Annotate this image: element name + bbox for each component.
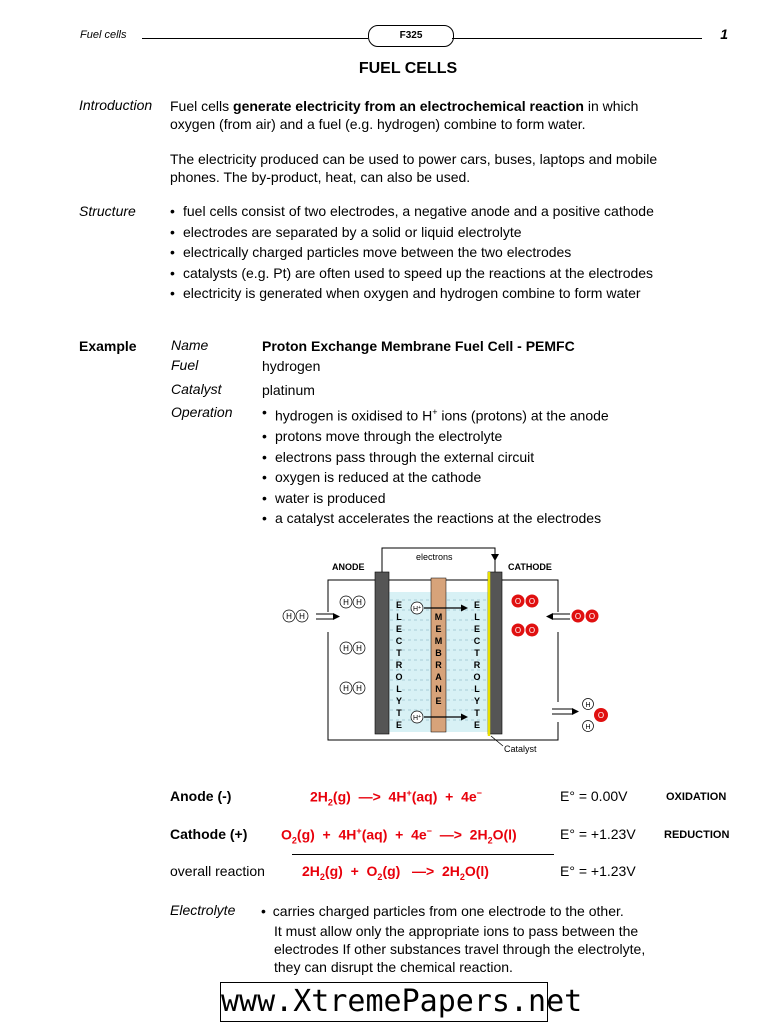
electrolyte-letter: Y xyxy=(473,696,481,706)
electrolyte-letter: E xyxy=(473,624,481,634)
electrolyte-letter: Y xyxy=(395,696,403,706)
intro-paragraph-2 xyxy=(170,150,740,186)
operation-item: • protons move through the electrolyte xyxy=(262,426,742,447)
electrolyte-letter: T xyxy=(474,648,480,658)
electrolyte-right xyxy=(446,592,488,732)
o2-incoming xyxy=(572,610,599,623)
operation-item: • electrons pass through the external circuit xyxy=(262,447,742,468)
electrolyte-bullet: • carries charged particles from one electrode to the other. xyxy=(261,903,624,919)
h-atom: H xyxy=(343,644,349,653)
cathode-potential: E° = +1.23V xyxy=(560,826,636,842)
electrolyte-bullet-text: carries charged particles from one electrode to the other. xyxy=(272,903,624,919)
structure-item: • fuel cells consist of two electrodes, a negative anode and a positive cathode xyxy=(170,201,750,222)
electrolyte-letter: E xyxy=(473,720,481,730)
operation-item: • hydrogen is oxidised to H+ ions (protons) at the anode xyxy=(262,402,742,426)
anode-equation: $2H_2(g)$ —> 4H+(aq) + 4e− xyxy=(310,788,482,808)
operation-list xyxy=(262,402,742,529)
h-atom: H xyxy=(286,612,292,621)
intro-p1-bold: generate electricity from an electrochemical reaction xyxy=(233,98,584,114)
o-atom: O xyxy=(597,711,605,720)
h-atom: H xyxy=(343,684,349,693)
h2-incoming xyxy=(283,610,308,622)
electrolyte-letter: R xyxy=(473,660,481,670)
operation-item: • water is produced xyxy=(262,488,742,509)
electrolyte-letter: T xyxy=(396,648,402,658)
h-atom: H xyxy=(299,612,305,621)
membrane-letter: E xyxy=(435,696,442,706)
oxidation-tag: OXIDATION xyxy=(666,791,727,803)
circuit-arrow xyxy=(491,554,499,561)
electrolyte-letter: C xyxy=(395,636,403,646)
h-atom: H xyxy=(356,684,362,693)
electrolyte-letter: L xyxy=(474,684,480,694)
electrolyte-letter: T xyxy=(396,708,402,718)
electrolyte-letter: C xyxy=(473,636,481,646)
catalyst-value: platinum xyxy=(262,382,315,398)
website-watermark: www.XtremePapers.net xyxy=(220,982,548,1022)
electrolyte-letter: O xyxy=(473,672,481,682)
electrolyte-letter: T xyxy=(474,708,480,718)
name-label: Name xyxy=(171,337,209,353)
h-atom: H xyxy=(343,598,349,607)
electrolyte-letter: E xyxy=(395,720,403,730)
example-label: Example xyxy=(79,338,137,354)
cathode-label: Cathode (+) xyxy=(170,826,248,842)
header-rule-left xyxy=(142,38,368,39)
o-atom: O xyxy=(574,612,582,621)
name-value: Proton Exchange Membrane Fuel Cell - PEMFC xyxy=(262,338,575,354)
electrolyte-line2: It must allow only the appropriate ions to pass between the xyxy=(274,923,639,939)
proton-top-label: H+ xyxy=(413,605,421,613)
catalyst-label: Catalyst xyxy=(171,381,222,397)
electrolyte-letter: L xyxy=(396,684,402,694)
intro-p1-tail: in which xyxy=(583,98,639,114)
h-atom: H xyxy=(356,598,362,607)
water-molecule xyxy=(583,699,609,732)
header-rule-right xyxy=(452,38,702,39)
pemfc-diagram xyxy=(270,540,620,760)
sum-rule xyxy=(292,854,554,855)
operation-label: Operation xyxy=(171,404,233,420)
intro-paragraph-1 xyxy=(170,97,740,133)
page-title: FUEL CELLS xyxy=(358,60,458,77)
electrolyte-line4: they can disrupt the chemical reaction. xyxy=(274,959,513,975)
anode-label: Anode (-) xyxy=(170,788,232,804)
o-atom: O xyxy=(528,597,536,606)
page-number: 1 xyxy=(720,26,728,42)
structure-item: • catalysts (e.g. Pt) are often used to speed up the reactions at the electrodes xyxy=(170,263,750,284)
membrane-letter: E xyxy=(435,624,442,634)
electrolyte-letter: E xyxy=(395,624,403,634)
fuel-value: hydrogen xyxy=(262,358,321,374)
o-atom: O xyxy=(514,597,522,606)
electrolyte-label: Electrolyte xyxy=(170,902,236,918)
anode-potential: E° = 0.00V xyxy=(560,788,628,804)
electrolyte-letter: O xyxy=(395,672,403,682)
operation-item: • oxygen is reduced at the cathode xyxy=(262,467,742,488)
membrane-letter: N xyxy=(435,684,442,694)
intro-p1-line2: oxygen (from air) and a fuel (e.g. hydrogen) combine to form water. xyxy=(170,116,586,132)
electrolyte-letter: L xyxy=(474,612,480,622)
membrane-letter: M xyxy=(434,636,443,646)
proton-bottom-label: H+ xyxy=(413,714,421,722)
structure-list xyxy=(170,201,750,304)
catalyst-label: Catalyst xyxy=(504,744,537,754)
overall-potential: E° = +1.23V xyxy=(560,863,636,879)
o-atom: O xyxy=(588,612,596,621)
overall-equation: $2H_2(g) + O_2(g)$ —> $2H_2O(l)$ xyxy=(302,863,489,882)
cathode-outlet-gap xyxy=(555,702,560,722)
fuel-label: Fuel xyxy=(171,357,199,373)
electrolyte-letter: E xyxy=(473,600,481,610)
membrane-letter: R xyxy=(435,660,442,670)
o-atom: O xyxy=(528,626,536,635)
structure-item: • electrically charged particles move between the two electrodes xyxy=(170,242,750,263)
electrolyte-explanation xyxy=(274,922,744,976)
paper-code-badge: F325 xyxy=(368,25,454,47)
structure-label: Structure xyxy=(79,203,136,219)
header-section: Fuel cells xyxy=(80,29,127,41)
membrane-letter: B xyxy=(435,648,442,658)
electrolyte-letter: L xyxy=(396,612,402,622)
cathode-inlet-gap xyxy=(555,612,560,632)
h-atom: H xyxy=(585,702,591,709)
anode-label: ANODE xyxy=(332,562,365,572)
intro-label: Introduction xyxy=(79,97,153,113)
membrane-letter: A xyxy=(435,672,442,682)
o-atom: O xyxy=(514,626,522,635)
reduction-tag: REDUCTION xyxy=(664,829,730,841)
electrons-label: electrons xyxy=(416,552,453,562)
membrane-letter: M xyxy=(434,612,443,622)
h-atom: H xyxy=(585,724,591,731)
anode-inlet-gap xyxy=(326,612,331,632)
intro-p2-line2: phones. The by-product, heat, can also be used. xyxy=(170,169,471,185)
electrolyte-line3: electrodes If other substances travel through the electrolyte, xyxy=(274,941,646,957)
cathode-label: CATHODE xyxy=(508,562,552,572)
operation-item: • a catalyst accelerates the reactions at the electrodes xyxy=(262,508,742,529)
h-atom: H xyxy=(356,644,362,653)
overall-label: overall reaction xyxy=(170,863,265,879)
structure-item: • electrodes are separated by a solid or liquid electrolyte xyxy=(170,222,750,243)
water-outlet-arrowhead xyxy=(572,708,579,715)
structure-item: • electricity is generated when oxygen and hydrogen combine to form water xyxy=(170,283,750,304)
intro-p1-lead: Fuel cells xyxy=(170,98,234,114)
cathode-equation: $O_2(g) + 4H^+(aq) + 4e^-$ —> $2H_2O(l)$ xyxy=(281,826,517,846)
anode-electrode xyxy=(375,572,389,734)
electrolyte-letter: E xyxy=(395,600,403,610)
electrolyte-letter: R xyxy=(395,660,403,670)
intro-p2-line1: The electricity produced can be used to power cars, buses, laptops and mobile xyxy=(170,151,658,167)
